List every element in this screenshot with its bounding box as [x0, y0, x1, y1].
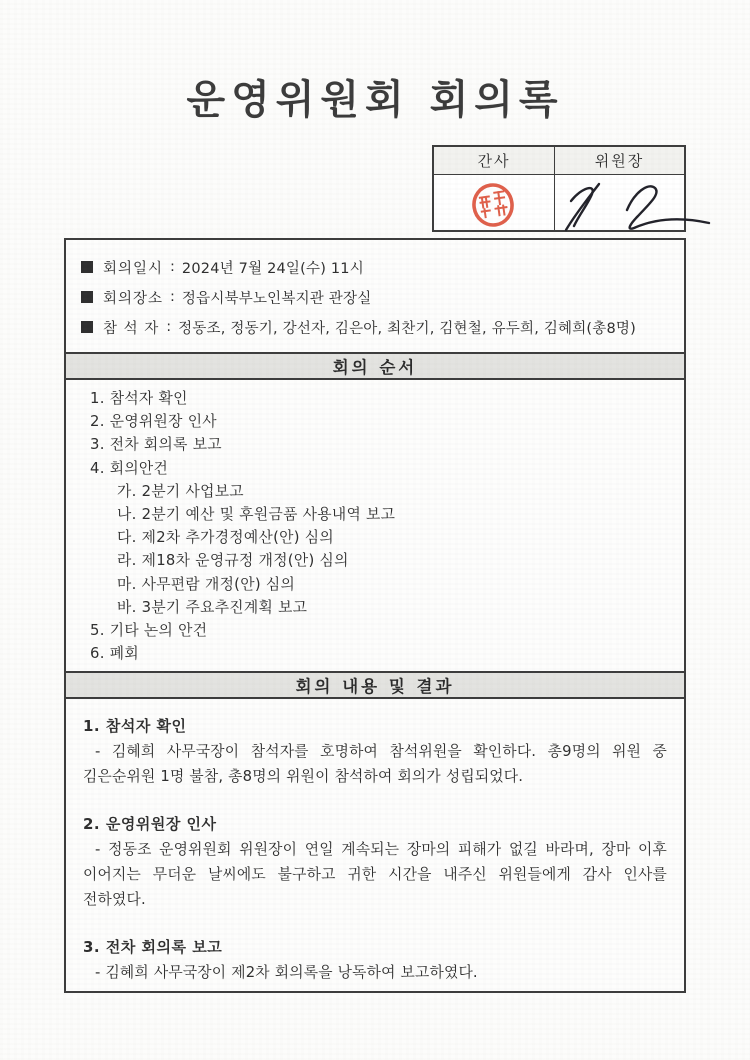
attendees-label: 참 석 자 — [103, 320, 160, 337]
chairman-signature-cell — [555, 175, 684, 230]
result-block-attendance — [83, 714, 667, 789]
results-section-header: 회의 내용 및 결과 — [66, 671, 684, 699]
meeting-place-label: 회의장소 — [103, 290, 164, 307]
agenda-item: 2. 운영위원장 인사 — [90, 413, 217, 431]
meeting-datetime-value: 2024년 7월 24일(수) 11시 — [181, 260, 364, 277]
agenda-subitem: 라. 제18차 운영규정 개정(안) 심의 — [117, 552, 349, 570]
agenda-section-header: 회의 순서 — [66, 352, 684, 380]
agenda-item: 4. 회의안건 — [90, 459, 169, 477]
agenda-subitem: 나. 2분기 예산 및 후원금품 사용내역 보고 — [117, 506, 396, 524]
label-separator: : — [166, 319, 172, 335]
square-bullet-icon — [81, 261, 93, 273]
approval-table-signature-row — [434, 175, 684, 230]
square-bullet-icon — [81, 321, 93, 333]
results-section — [66, 699, 684, 993]
result-body: - 김혜희 사무국장이 참석자를 호명하여 참석위원을 확인하다. 총9명의 위원 중 김은순위원 1명 불참, 총8명의 위원이 참석하여 회의가 성립되었다. — [83, 743, 667, 786]
result-block-chairman-greeting — [83, 812, 667, 912]
handwritten-signature-icon — [559, 177, 719, 235]
result-heading: 3. 전차 회의록 보고 — [83, 938, 223, 957]
chairman-header-cell: 위원장 — [594, 152, 645, 170]
agenda-item: 3. 전차 회의록 보고 — [90, 436, 222, 454]
minutes-content-box — [64, 238, 686, 993]
label-separator: : — [170, 289, 175, 305]
red-seal-stamp-icon — [467, 179, 519, 231]
meeting-place-row — [81, 282, 670, 312]
page-title: 운영위원회 회의록 — [186, 76, 564, 123]
result-body: - 김혜희 사무국장이 제2차 회의록을 낭독하여 보고하였다. — [95, 964, 478, 982]
secretary-header-cell: 간사 — [434, 147, 555, 174]
result-block-previous-minutes — [83, 935, 667, 985]
agenda-item: 5. 기타 논의 안건 — [90, 622, 208, 640]
result-body: - 정동조 운영위원회 위원장이 연일 계속되는 장마의 피해가 없길 바라며, 장마 이후 이어지는 무더운 날씨에도 불구하고 귀한 시간을 내주신 위원들에게 감사 인사를 전하였다. — [83, 841, 667, 909]
result-heading: 1. 참석자 확인 — [83, 717, 187, 736]
approval-table-header-row — [434, 147, 684, 175]
result-heading: 2. 운영위원장 인사 — [83, 815, 217, 834]
agenda-list — [66, 380, 684, 671]
meeting-place-value: 정읍시북부노인복지관 관장실 — [181, 290, 372, 307]
agenda-subitem: 마. 사무편람 개정(안) 심의 — [117, 575, 296, 593]
square-bullet-icon — [81, 291, 93, 303]
agenda-item: 1. 참석자 확인 — [90, 390, 188, 407]
agenda-item: 6. 폐회 — [90, 645, 139, 663]
secretary-signature-cell — [434, 175, 555, 230]
attendees-value: 정동조, 정동기, 강선자, 김은아, 최찬기, 김현철, 유두희, 김혜희(총8명) — [178, 320, 636, 337]
meeting-datetime-label: 회의일시 — [103, 260, 164, 277]
agenda-subitem: 가. 2분기 사업보고 — [117, 482, 244, 500]
meeting-datetime-row — [81, 252, 670, 282]
approval-signature-table — [432, 145, 686, 232]
label-separator: : — [170, 259, 175, 275]
agenda-subitem: 다. 제2차 추가경정예산(안) 심의 — [117, 529, 335, 547]
agenda-subitem: 바. 3분기 주요추진계획 보고 — [117, 598, 308, 616]
meeting-info-section — [66, 240, 684, 352]
attendees-row — [81, 312, 670, 342]
